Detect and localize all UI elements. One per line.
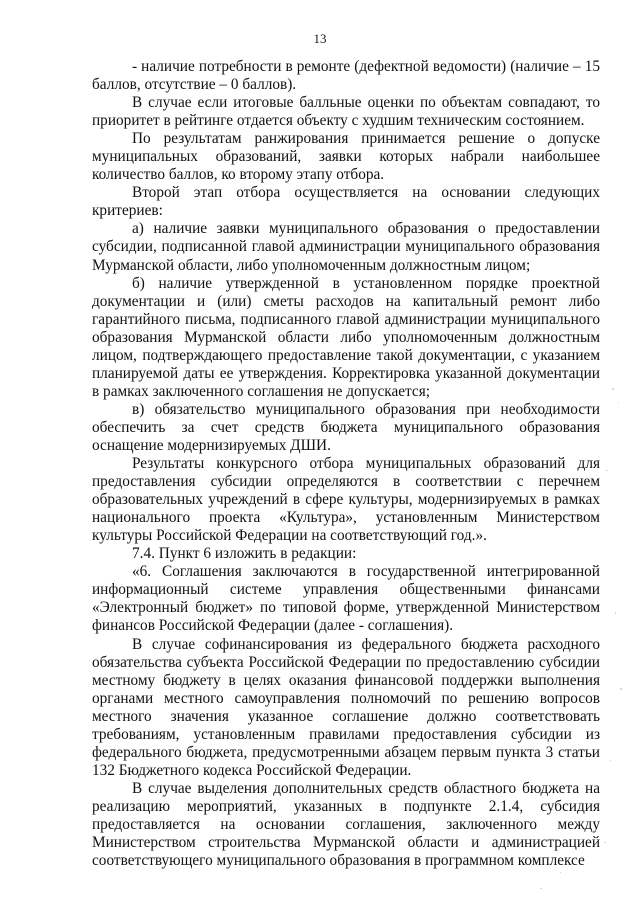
scan-speck [618,402,619,403]
paragraph-clause-7-4: 7.4. Пункт 6 изложить в редакции: [132,545,357,563]
scan-speck [615,612,616,614]
paragraph-criterion-b: б) наличие утвержденной в установленном порядке проектной документации и (или) сметы расходов на капитальный ремонт либо гарантийного письма, подписанного главой администрации муниципального образования Мурманской области либо уполномоченным должностным лицом, подтверждающего предоставление такой документации, с указанием планируемой даты ее утверждения. Корректировка указанной документации в рамках заключенного соглашения не допускается; [92,274,600,400]
scan-speck [606,470,608,471]
scan-speck [560,872,561,873]
paragraph-defect-statement: - наличие потребности в ремонте (дефектной ведомости) (наличие – 15 баллов, отсутствие – 0 баллов). [92,58,600,94]
scan-speck [604,842,606,843]
paragraph-ranking-results: По результатам ранжирования принимается решение о допуске муниципальных образований, заявки которых набрали наибольшее количество баллов, ко второму этапу отбора. [92,130,600,184]
paragraph-agreements: «6. Соглашения заключаются в государственной интегрированной информационный системе управления общественными финансами «Электронный бюджет» по типовой форме, утвержденной Министерством финансов Российской Федерации (далее - соглашения). [92,563,600,635]
page-number: 13 [313,31,327,46]
paragraph-selection-results: Результаты конкурсного отбора муниципальных образований для предоставления субсидии определяются в соответствии с перечнем образовательных учреждений в сфере культуры, модернизируемых в рамках национального проекта «Культура», установленным Министерством культуры Российской Федерации на соответствующий год.». [92,455,600,545]
document-body [92,58,600,870]
paragraph-cofinancing: В случае софинансирования из федерального бюджета расходного обязательства субъекта Российской Федерации по предоставлению субсидии местному бюджету в целях оказания финансовой поддержки выполнения органами местного самоуправления полномочий по решению вопросов местного значения указанное соглашение должно соответствовать требованиям, установленным правилами предоставления субсидии из федерального бюджета, предусмотренными абзацем первым пункта 3 статьи 132 Бюджетного кодекса Российской Федерации. [92,635,600,779]
scan-speck [612,388,614,390]
paragraph-criterion-a: а) наличие заявки муниципального образования о предоставлении субсидии, подписанной главой администрации муниципального образования Мурманской области, либо уполномоченным должностным лицом; [92,220,600,274]
paragraph-additional-funds: В случае выделения дополнительных средств областного бюджета на реализацию мероприятий, указанных в подпункте 2.1.4, субсидия предоставляется на основании соглашения, заключенного между Министерством строительства Мурманской области и администрацией соответствующего муниципального образования в программном комплексе [92,779,600,870]
scan-speck [610,760,611,761]
paragraph-second-stage: Второй этап отбора осуществляется на основании следующих критериев: [92,184,600,220]
scan-speck [540,888,542,889]
scan-speck [620,688,622,690]
paragraph-criterion-c: в) обязательство муниципального образования при необходимости обеспечить за счет средств бюджета муниципального образования оснащение модернизируемых ДШИ. [92,400,600,454]
paragraph-equal-scores: В случае если итоговые балльные оценки по объектам совпадают, то приоритет в рейтинге отдается объекту с худшим техническим состоянием. [92,94,600,130]
